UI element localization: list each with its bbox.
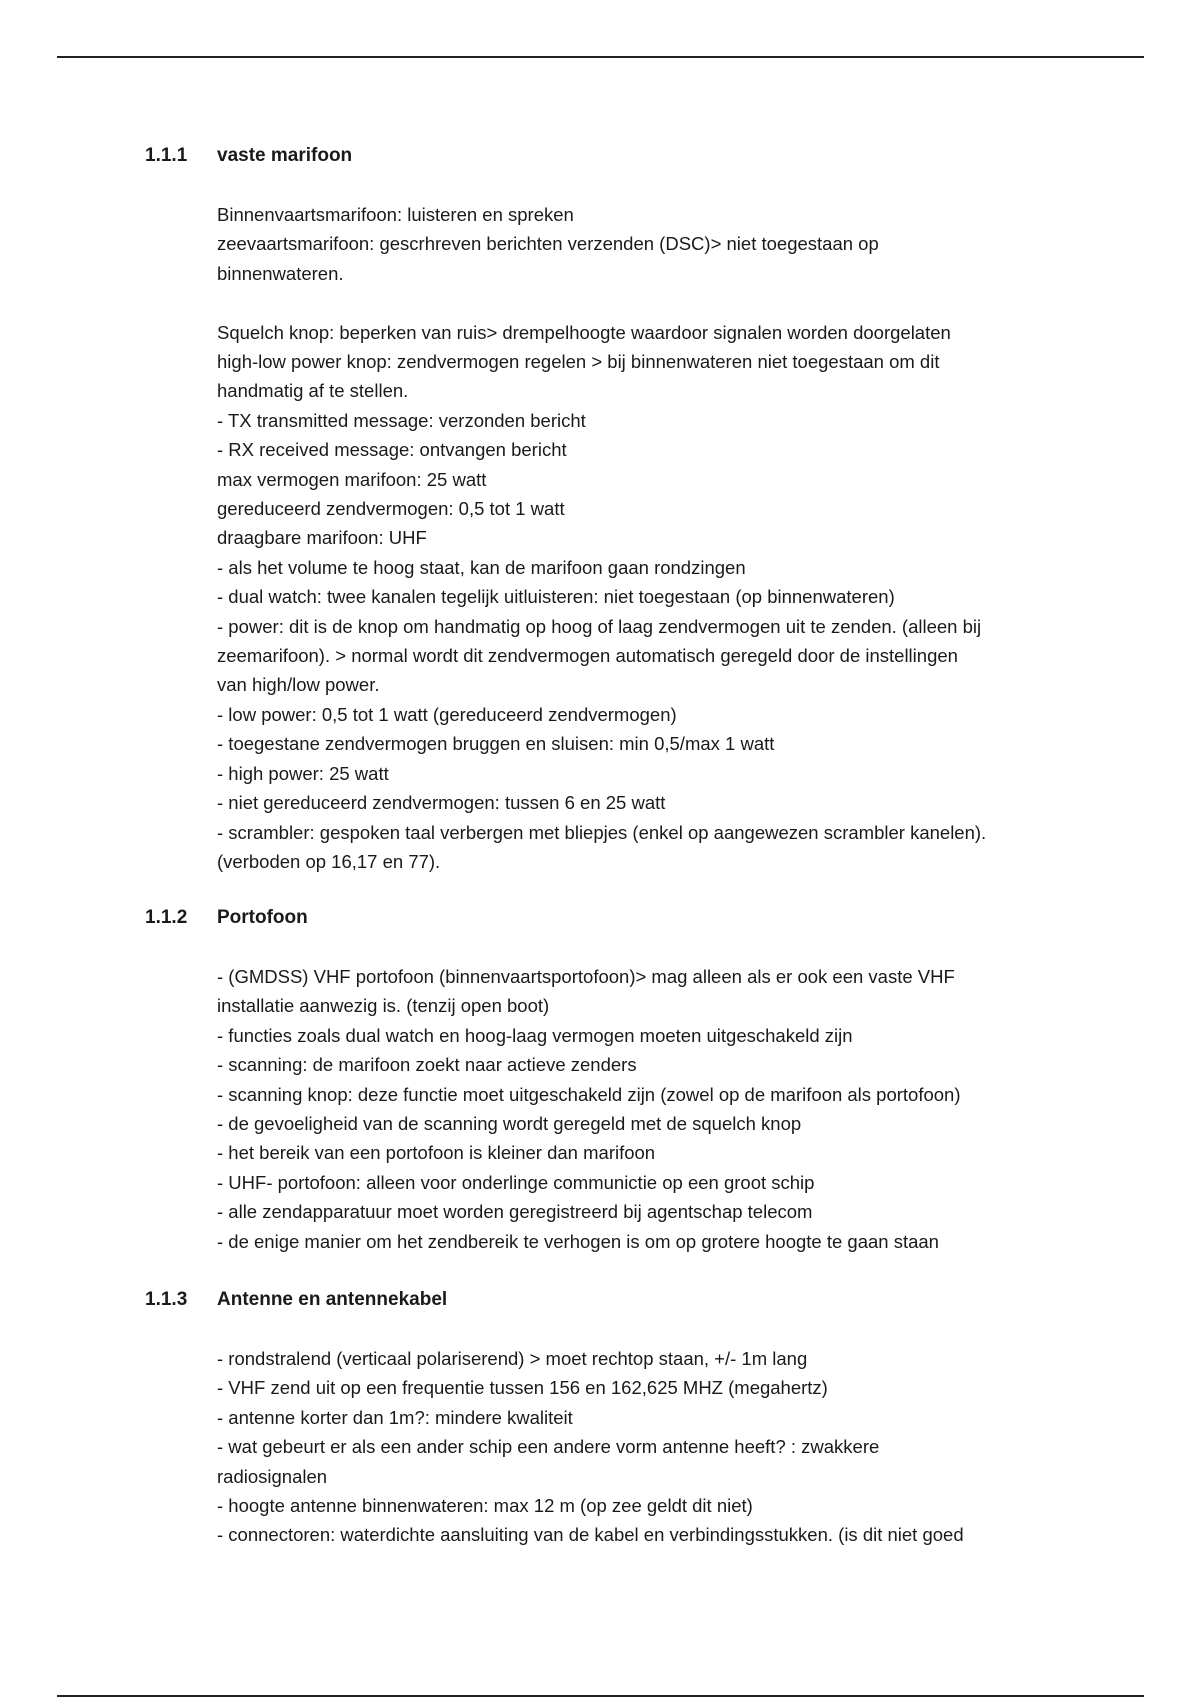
body-line: max vermogen marifoon: 25 watt [217,468,487,490]
body-line: zeevaartsmarifoon: gescrhreven berichten verzenden (DSC)> niet toegestaan op [217,233,879,255]
section-body-1-1-3 [217,1344,1077,1550]
body-line: - de gevoeligheid van de scanning wordt geregeld met de squelch knop [217,1113,802,1135]
body-line: radiosignalen [217,1465,328,1487]
body-line: - low power: 0,5 tot 1 watt (gereduceerd zendvermogen) [217,703,677,725]
section-number: 1.1.2 [145,907,188,928]
body-line: - high power: 25 watt [217,762,389,784]
body-line: - RX received message: ontvangen bericht [217,439,567,461]
body-line: - toegestane zendvermogen bruggen en sluisen: min 0,5/max 1 watt [217,733,775,755]
body-line: draagbare marifoon: UHF [217,527,427,549]
section-number: 1.1.1 [145,145,188,166]
body-line: - scanning knop: deze functie moet uitgeschakeld zijn (zowel op de marifoon als portofoon) [217,1083,961,1105]
section-title: vaste marifoon [217,145,353,166]
body-line: Squelch knop: beperken van ruis> drempelhoogte waardoor signalen worden doorgelaten [217,321,951,343]
body-line: - rondstralend (verticaal polariserend) > moet rechtop staan, +/- 1m lang [217,1348,808,1369]
body-line: - antenne korter dan 1m?: mindere kwaliteit [217,1406,573,1428]
footer-rule [57,1695,1144,1697]
section-title: Antenne en antennekabel [217,1289,448,1310]
body-line: - VHF zend uit op een frequentie tussen 156 en 162,625 MHZ (megahertz) [217,1377,828,1399]
body-line: - scrambler: gespoken taal verbergen met bliepjes (enkel op aangewezen scrambler kanelen). [217,821,987,843]
body-line: van high/low power. [217,674,380,696]
body-line: - hoogte antenne binnenwateren: max 12 m (op zee geldt dit niet) [217,1495,753,1517]
body-line: - alle zendapparatuur moet worden geregistreerd bij agentschap telecom [217,1201,813,1223]
body-line: (verboden op 16,17 en 77). [217,850,441,872]
body-line: - UHF- portofoon: alleen voor onderlinge communictie op een groot schip [217,1171,815,1193]
body-line: binnenwateren. [217,262,344,284]
body-line: zeemarifoon). > normal wordt dit zendvermogen automatisch geregeld door de instellingen [217,645,958,667]
section-number: 1.1.3 [145,1289,188,1310]
body-line: - de enige manier om het zendbereik te verhogen is om op grotere hoogte te gaan staan [217,1230,939,1252]
body-line: gereduceerd zendvermogen: 0,5 tot 1 watt [217,498,565,520]
section-heading-1-1-2 [145,906,308,930]
body-line: - functies zoals dual watch en hoog-laag vermogen moeten uitgeschakeld zijn [217,1024,853,1046]
body-line: - het bereik van een portofoon is kleiner dan marifoon [217,1142,656,1164]
section-heading-1-1-1 [145,144,352,168]
body-line: - power: dit is de knop om handmatig op hoog of laag zendvermogen uit te zenden. (alleen bij [217,615,982,637]
section-body-1-1-1 [217,200,1077,876]
body-line: - dual watch: twee kanalen tegelijk uitluisteren: niet toegestaan (op binnenwateren) [217,586,895,608]
body-line: - TX transmitted message: verzonden bericht [217,409,586,431]
body-line: - connectoren: waterdichte aansluiting van de kabel en verbindingsstukken. (is dit niet goed [217,1524,964,1546]
body-line: installatie aanwezig is. (tenzij open boot) [217,995,550,1017]
section-title: Portofoon [217,907,308,928]
section-body-1-1-2 [217,962,1077,1256]
section-heading-1-1-3 [145,1288,447,1312]
header-rule [57,56,1144,58]
body-line: - niet gereduceerd zendvermogen: tussen 6 en 25 watt [217,792,666,814]
body-line: Binnenvaartsmarifoon: luisteren en spreken [217,204,574,225]
body-line: - (GMDSS) VHF portofoon (binnenvaartsportofoon)> mag alleen als er ook een vaste VHF [217,966,955,987]
body-line: high-low power knop: zendvermogen regelen > bij binnenwateren niet toegestaan om dit [217,351,940,373]
body-line: handmatig af te stellen. [217,380,409,402]
body-line: - wat gebeurt er als een ander schip een andere vorm antenne heeft? : zwakkere [217,1436,880,1458]
body-line: - scanning: de marifoon zoekt naar actieve zenders [217,1054,637,1076]
paragraph-gap [217,288,1077,317]
body-line: - als het volume te hoog staat, kan de marifoon gaan rondzingen [217,556,746,578]
